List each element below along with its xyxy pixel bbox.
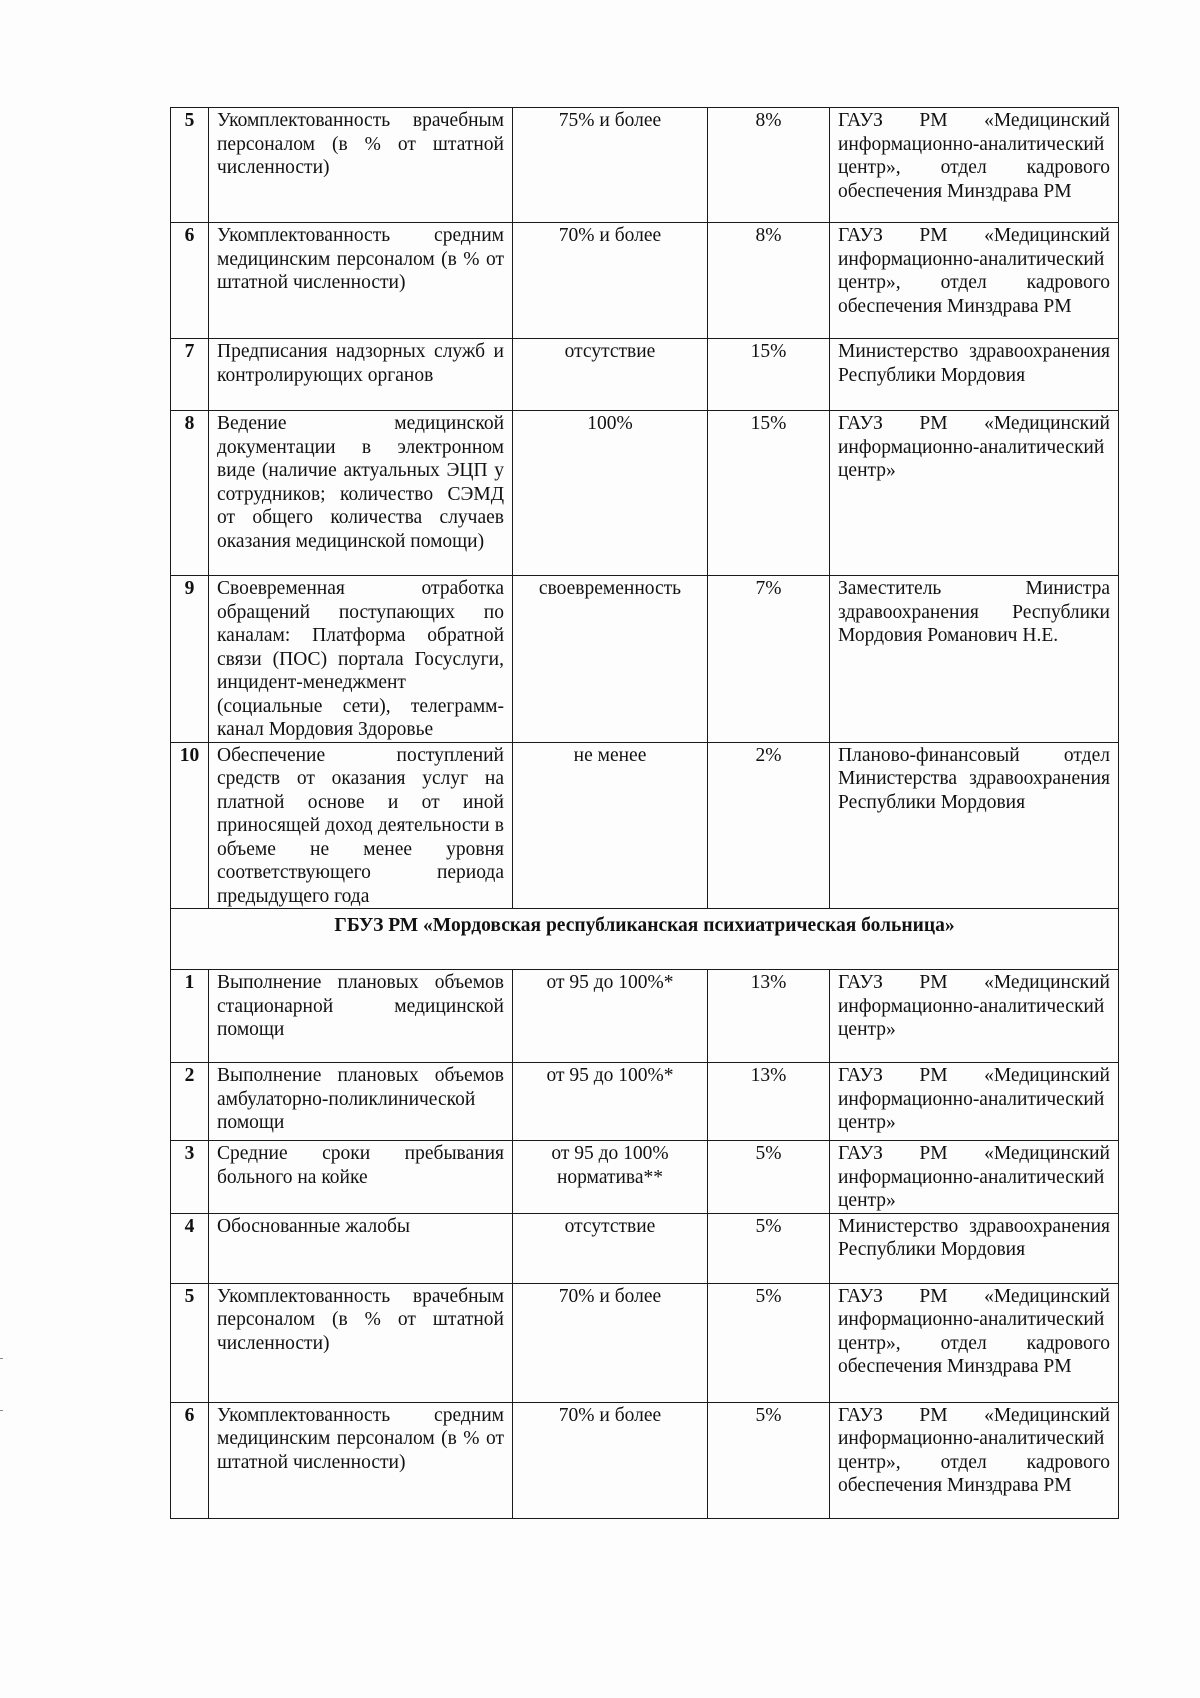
weight-cell: 15% (708, 339, 830, 411)
target-value-cell: 70% и более (513, 1402, 708, 1518)
weight-cell: 13% (708, 1063, 830, 1141)
indicator-cell: Укомплектованность средним медицинским персоналом (в % от штатной численности) (209, 1402, 513, 1518)
table-row (171, 1283, 1119, 1402)
row-number: 4 (171, 1213, 209, 1283)
responsible-source-cell: ГАУЗ РМ «Медицинский информационно-аналитический центр», отдел кадрового обеспечения Минздрава РМ (830, 223, 1119, 339)
responsible-source-cell: Министерство здравоохранения Республики Мордовия (830, 339, 1119, 411)
row-number: 9 (171, 576, 209, 743)
indicator-cell: Укомплектованность врачебным персоналом (в % от штатной численности) (209, 108, 513, 223)
scan-margin-mark (0, 1358, 3, 1359)
indicator-cell: Выполнение плановых объемов амбулаторно-поликлинической помощи (209, 1063, 513, 1141)
section-header-row (171, 909, 1119, 970)
responsible-source-cell: ГАУЗ РМ «Медицинский информационно-аналитический центр», отдел кадрового обеспечения Минздрава РМ (830, 1283, 1119, 1402)
section-title: ГБУЗ РМ «Мордовская республиканская психиатрическая больница» (171, 909, 1119, 970)
indicator-cell: Обоснованные жалобы (209, 1213, 513, 1283)
weight-cell: 7% (708, 576, 830, 743)
target-value-cell: не менее (513, 742, 708, 909)
weight-cell: 8% (708, 223, 830, 339)
weight-cell: 5% (708, 1283, 830, 1402)
indicator-cell: Укомплектованность средним медицинским персоналом (в % от штатной численности) (209, 223, 513, 339)
row-number: 2 (171, 1063, 209, 1141)
indicator-cell: Средние сроки пребывания больного на койке (209, 1141, 513, 1214)
table-row (171, 339, 1119, 411)
row-number: 6 (171, 1402, 209, 1518)
target-value-cell: отсутствие (513, 339, 708, 411)
target-value-cell: 70% и более (513, 1283, 708, 1402)
target-value-cell: от 95 до 100% норматива** (513, 1141, 708, 1214)
row-number: 10 (171, 742, 209, 909)
indicator-cell: Ведение медицинской документации в электронном виде (наличие актуальных ЭЦП у сотрудников; количество СЭМД от общего количества случаев оказания медицинской помощи) (209, 411, 513, 576)
weight-cell: 13% (708, 970, 830, 1063)
row-number: 3 (171, 1141, 209, 1214)
table-row (171, 1402, 1119, 1518)
scan-margin-mark (0, 1410, 3, 1411)
target-value-cell: своевременность (513, 576, 708, 743)
weight-cell: 2% (708, 742, 830, 909)
target-value-cell: от 95 до 100%* (513, 970, 708, 1063)
row-number: 6 (171, 223, 209, 339)
row-number: 1 (171, 970, 209, 1063)
responsible-source-cell: Заместитель Министра здравоохранения Республики Мордовия Романович Н.Е. (830, 576, 1119, 743)
table-row (171, 970, 1119, 1063)
table-row (171, 223, 1119, 339)
indicator-cell: Обеспечение поступлений средств от оказания услуг на платной основе и от иной приносящей доход деятельности в объеме не менее уровня соответствующего периода предыдущего года (209, 742, 513, 909)
responsible-source-cell: ГАУЗ РМ «Медицинский информационно-аналитический центр» (830, 1141, 1119, 1214)
responsible-source-cell: ГАУЗ РМ «Медицинский информационно-аналитический центр» (830, 411, 1119, 576)
row-number: 8 (171, 411, 209, 576)
weight-cell: 8% (708, 108, 830, 223)
responsible-source-cell: ГАУЗ РМ «Медицинский информационно-аналитический центр», отдел кадрового обеспечения Минздрава РМ (830, 108, 1119, 223)
responsible-source-cell: Министерство здравоохранения Республики Мордовия (830, 1213, 1119, 1283)
table-body (171, 108, 1119, 1519)
table-row (171, 411, 1119, 576)
weight-cell: 15% (708, 411, 830, 576)
target-value-cell: отсутствие (513, 1213, 708, 1283)
target-value-cell: от 95 до 100%* (513, 1063, 708, 1141)
row-number: 5 (171, 108, 209, 223)
criteria-table (170, 107, 1119, 1519)
target-value-cell: 70% и более (513, 223, 708, 339)
responsible-source-cell: ГАУЗ РМ «Медицинский информационно-аналитический центр» (830, 1063, 1119, 1141)
responsible-source-cell: ГАУЗ РМ «Медицинский информационно-аналитический центр», отдел кадрового обеспечения Минздрава РМ (830, 1402, 1119, 1518)
row-number: 5 (171, 1283, 209, 1402)
responsible-source-cell: Планово-финансовый отдел Министерства здравоохранения Республики Мордовия (830, 742, 1119, 909)
indicator-cell: Укомплектованность врачебным персоналом (в % от штатной численности) (209, 1283, 513, 1402)
weight-cell: 5% (708, 1402, 830, 1518)
table-row (171, 1141, 1119, 1214)
weight-cell: 5% (708, 1213, 830, 1283)
weight-cell: 5% (708, 1141, 830, 1214)
target-value-cell: 75% и более (513, 108, 708, 223)
table-row (171, 1063, 1119, 1141)
table-row (171, 1213, 1119, 1283)
indicator-cell: Предписания надзорных служб и контролирующих органов (209, 339, 513, 411)
responsible-source-cell: ГАУЗ РМ «Медицинский информационно-аналитический центр» (830, 970, 1119, 1063)
target-value-cell: 100% (513, 411, 708, 576)
indicator-cell: Своевременная отработка обращений поступающих по каналам: Платформа обратной связи (ПОС) портала Госуслуги, инцидент-менеджмент (социальные сети), телеграмм-канал Мордовия Здоровье (209, 576, 513, 743)
table-row (171, 742, 1119, 909)
table-row (171, 576, 1119, 743)
row-number: 7 (171, 339, 209, 411)
indicator-cell: Выполнение плановых объемов стационарной медицинской помощи (209, 970, 513, 1063)
table-row (171, 108, 1119, 223)
